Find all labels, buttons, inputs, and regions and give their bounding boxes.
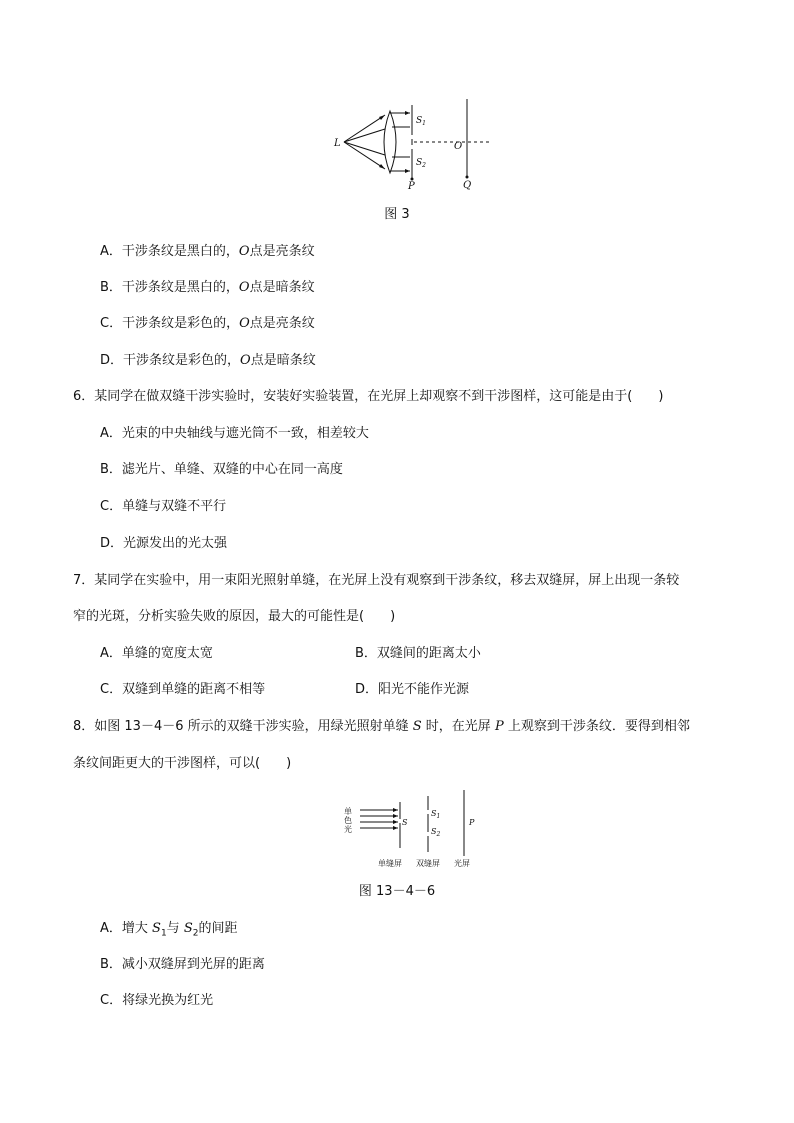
q8-option-b: B．减小双缝屏到光屏的距离 xyxy=(100,957,265,972)
q8-stem-line1: 8．如图 13－4－6 所示的双缝干涉实验，用绿光照射单缝 S 时，在光屏 P 上观察到干涉条纹．要得到相邻 xyxy=(73,719,690,734)
q6-option-d: D．光源发出的光太强 xyxy=(100,536,228,551)
light-label-2: 色 xyxy=(344,816,352,825)
q5-option-a: A．干涉条纹是黑白的，O点是亮条纹 xyxy=(100,244,315,259)
figure-3-diagram xyxy=(330,95,500,195)
q5-option-d: D．干涉条纹是彩色的，O点是暗条纹 xyxy=(100,353,316,368)
label-P: P xyxy=(408,181,415,192)
q5-option-b: B．干涉条纹是黑白的，O点是暗条纹 xyxy=(100,280,315,295)
screen-label-light: 光屏 xyxy=(454,859,470,868)
screen-label-double: 双缝屏 xyxy=(416,859,440,868)
light-label-3: 光 xyxy=(344,825,352,834)
q5-option-c: C．干涉条纹是彩色的，O点是亮条纹 xyxy=(100,316,315,331)
screen-label-single: 单缝屏 xyxy=(378,859,402,868)
q7-option-d: D．阳光不能作光源 xyxy=(355,682,470,697)
figure-13-4-6-diagram xyxy=(340,790,490,870)
q8-option-c: C．将绿光换为红光 xyxy=(100,993,214,1008)
label-Q: Q xyxy=(463,180,472,191)
label-S1: $S_1$ xyxy=(416,116,426,127)
q6-option-b: B．滤光片、单缝、双缝的中心在同一高度 xyxy=(100,462,343,477)
q7-option-a: A．单缝的宽度太宽 xyxy=(100,646,213,661)
q6-stem: 6．某同学在做双缝干涉实验时，安装好实验装置，在光屏上却观察不到干涉图样，这可能是由于( ) xyxy=(73,389,664,404)
figure-13-4-6-caption: 图 13－4－6 xyxy=(358,884,436,899)
q8-stem-line2: 条纹间距更大的干涉图样，可以( ) xyxy=(73,756,292,771)
q8-option-a: A．增大 $S_1$与 $S_2$的间距 xyxy=(100,921,238,939)
q7-stem-line1: 7．某同学在实验中，用一束阳光照射单缝，在光屏上没有观察到干涉条纹，移去双缝屏，屏上出现一条较 xyxy=(73,573,680,588)
light-label-1: 单 xyxy=(344,807,352,816)
q6-option-c: C．单缝与双缝不平行 xyxy=(100,499,227,514)
label-P-fig2: P xyxy=(469,818,475,827)
q6-option-a: A．光束的中央轴线与遮光筒不一致，相差较大 xyxy=(100,426,369,441)
label-L: L xyxy=(334,138,341,149)
q7-stem-line2: 窄的光斑，分析实验失败的原因，最大的可能性是( ) xyxy=(73,609,396,624)
q7-option-c: C．双缝到单缝的距离不相等 xyxy=(100,682,266,697)
label-O: O xyxy=(454,141,463,152)
figure-3-caption: 图 3 xyxy=(384,207,410,222)
label-S1-fig2: $S_1$ xyxy=(431,809,441,820)
q7-option-b: B．双缝间的距离太小 xyxy=(355,646,481,661)
label-S2: $S_2$ xyxy=(416,158,426,169)
label-S2-fig2: $S_2$ xyxy=(431,827,441,838)
label-S: S xyxy=(402,818,408,827)
